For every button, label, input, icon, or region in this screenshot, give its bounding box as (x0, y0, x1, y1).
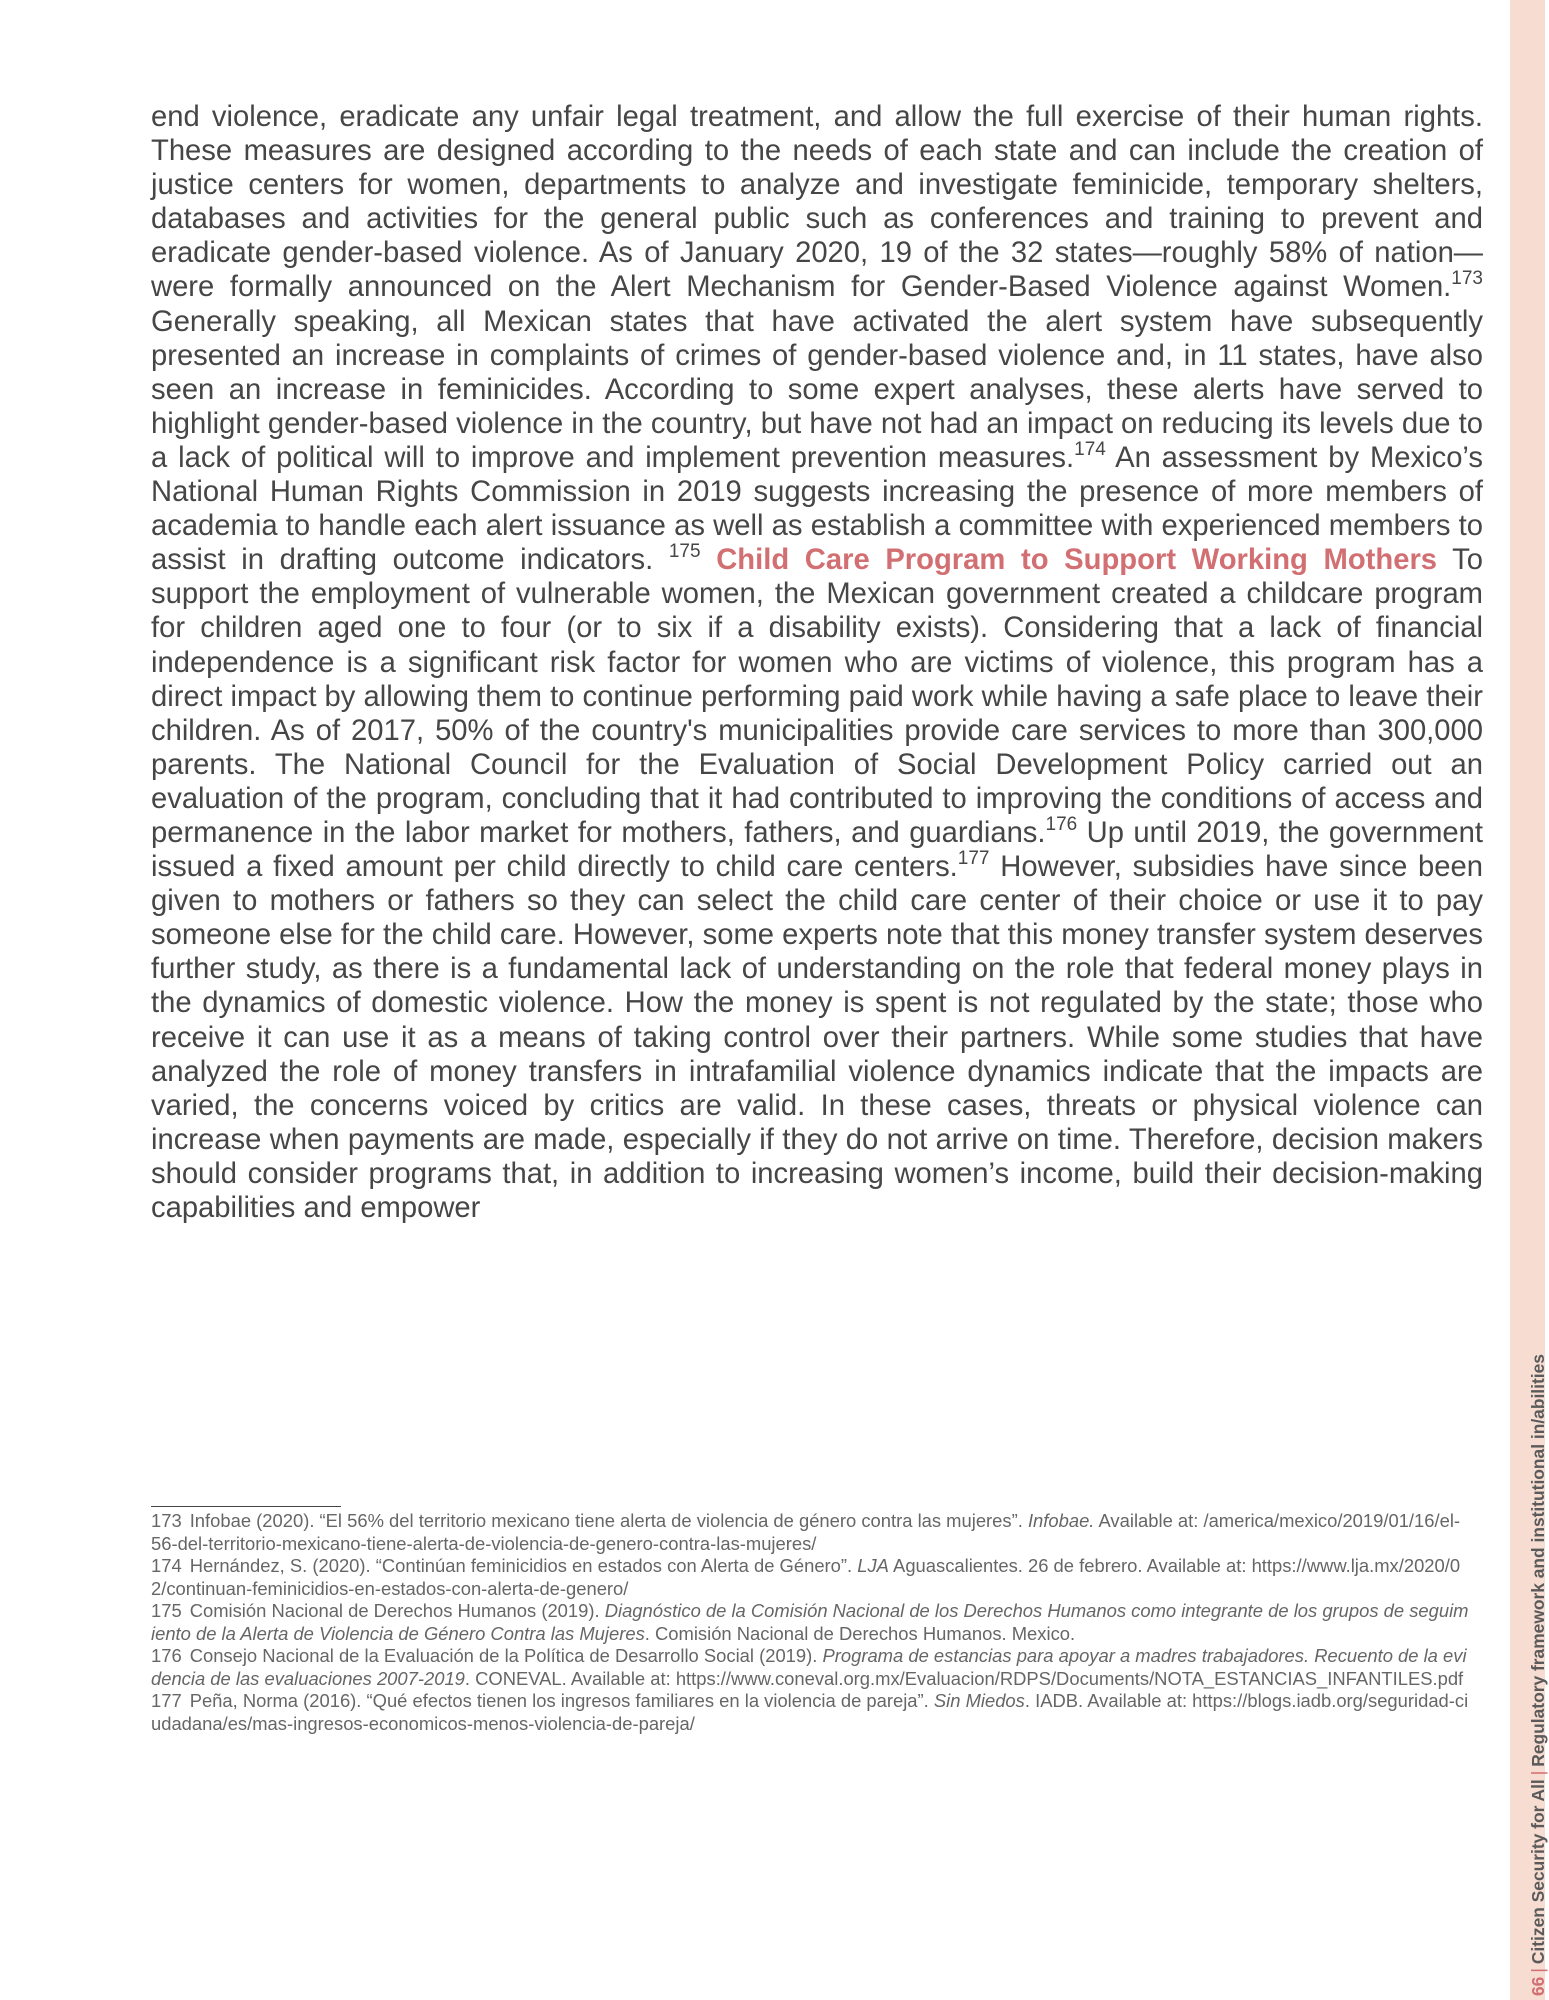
footnote-number: 176 (151, 1645, 182, 1666)
footnote-ref[interactable]: 174 (1074, 438, 1106, 460)
publication-title: Citizen Security for All (1528, 1779, 1548, 1965)
section-heading: Child Care Program to Support Working Mothers (716, 544, 1438, 577)
separator: | (1528, 1968, 1548, 1973)
body-text: Up until 2019, the government issued a fixed amount per child directly to child care centers. (151, 816, 1483, 884)
footnote-number: 175 (151, 1600, 182, 1621)
footnote-link[interactable]: Aguascalientes. 26 de febrero. Available at: https://www.lja.mx/2020/02/continuan-feminicidios-en-estados-con-alerta-de-genero/ (151, 1555, 1461, 1599)
footnote-ref[interactable]: 176 (1045, 813, 1078, 835)
footnote-link[interactable]: Available at: /america/mexico/2019/01/16/el-56-del-territorio-mexicano-tiene-alerta-de-violencia-de-genero-contra-las-mujeres/ (151, 1510, 1461, 1554)
main-text (151, 100, 1483, 1225)
footnote-text: Infobae (2020). “El 56% del territorio mexicano tiene alerta de violencia de género contra las mujeres”. (189, 1510, 1028, 1531)
footnote-ref[interactable]: 177 (957, 848, 990, 870)
separator: | (1528, 1770, 1548, 1776)
body-text: However, subsidies have since been given to mothers or fathers so they can select the child care center of their choice or use it to pay someone else for the child care. However, some experts note that this money transfer system deserves further study, as there is a fundamental lack of understanding on the role that federal money plays in the dynamics of domestic violence. How the money is spent is not regulated by the state; those who receive it can use it as a means of taking control over their partners. While some studies that have analyzed the role of money transfers in intrafamilial violence dynamics indicate that the impacts are varied, the concerns voiced by critics are valid. In these cases, threats or physical violence can increase when payments are made, especially if they do not arrive on time. Therefore, decision makers should consider programs that, in addition to increasing women’s income, build their decision-making capabilities and empower (151, 851, 1483, 1224)
running-footer (1527, 1354, 1549, 1996)
footnote (151, 1600, 1469, 1645)
body-text: end violence, eradicate any unfair legal treatment, and allow the full exercise of their human rights. These measures are designed according to the needs of each state and can include the creation of justice centers for women, departments to analyze and investigate feminicide, temporary shelters, databases and activities for the general public such as conferences and training to prevent and eradicate gender-based violence. As of January 2020, 19 of the 32 states—roughly 58% of nation—were formally announced on the Alert Mechanism for Gender-Based Violence against Women. (151, 101, 1483, 304)
footnote (151, 1555, 1469, 1600)
footnote-ref[interactable]: 175 (668, 541, 701, 563)
footnotes (151, 1510, 1469, 1735)
footnote-text: Hernández, S. (2020). “Continúan feminicidios en estados con Alerta de Género”. (189, 1555, 858, 1576)
footnote-number: 173 (151, 1510, 182, 1531)
page-number: 66 (1528, 1976, 1548, 1996)
footnote-text: Comisión Nacional de Derechos Humanos (2019). (189, 1600, 605, 1621)
footnote-link[interactable]: . CONEVAL. Available at: https://www.coneval.org.mx/Evaluacion/RDPS/Documents/NOTA_ESTANCIAS_INFANTILES.pdf (464, 1667, 1464, 1689)
body-paragraph (151, 100, 1483, 1225)
footnote-link[interactable]: . IADB. Available at: https://blogs.iadb.org/seguridad-ciudadana/es/mas-ingresos-economicos-menos-violencia-de-pareja/ (151, 1690, 1469, 1734)
footnote (151, 1645, 1469, 1690)
footnote-ref[interactable]: 173 (1451, 268, 1483, 290)
footnote-number: 177 (151, 1690, 182, 1711)
footnote-number: 174 (151, 1555, 182, 1576)
footnote-text: Peña, Norma (2016). “Qué efectos tienen los ingresos familiares en la violencia de pareja”. (189, 1690, 934, 1711)
footnote-italic: Sin Miedos (933, 1690, 1025, 1711)
footnote-text: . Comisión Nacional de Derechos Humanos. Mexico. (644, 1622, 1076, 1644)
footnote (151, 1690, 1469, 1735)
body-text: An assessment by Mexico’s National Human Rights Commission in 2019 suggests increasing the presence of more members of academia to handle each alert issuance as well as establish a committee with experienced members to assist in drafting outcome indicators. (151, 441, 1483, 577)
footnote-italic: Infobae. (1027, 1510, 1095, 1531)
footnote-divider (151, 1506, 341, 1507)
footnote (151, 1510, 1469, 1555)
body-text: To support the employment of vulnerable women, the Mexican government created a childcare program for children aged one to four (or to six if a disability exists). Considering that a lack of financial independence is a significant risk factor for women who are victims of violence, this program has a direct impact by allowing them to continue performing paid work while having a safe place to leave their children. As of 2017, 50% of the country's municipalities provide care services to more than 300,000 parents. The National Council for the Evaluation of Social Development Policy carried out an evaluation of the program, concluding that it had contributed to improving the conditions of access and permanence in the labor market for mothers, fathers, and guardians. (151, 544, 1483, 849)
section-title: Regulatory framework and institutional in/abilities (1528, 1354, 1548, 1767)
footnote-italic: Programa de estancias para apoyar a madres trabajadores. Recuento de la evidencia de las evaluaciones 2007-2019 (151, 1645, 1467, 1689)
body-text: Generally speaking, all Mexican states that have activated the alert system have subsequently presented an increase in complaints of crimes of gender-based violence and, in 11 states, have also seen an increase in feminicides. According to some expert analyses, these alerts have served to highlight gender-based violence in the country, but have not had an impact on reducing its levels due to a lack of political will to improve and implement prevention measures. (151, 305, 1483, 474)
footnote-italic: LJA (857, 1555, 889, 1576)
footnote-text: Consejo Nacional de la Evaluación de la Política de Desarrollo Social (2019). (189, 1645, 823, 1666)
footnote-italic: Diagnóstico de la Comisión Nacional de los Derechos Humanos como integrante de los grupos de seguimiento de la Alerta de Violencia de Género Contra las Mujeres (151, 1600, 1469, 1644)
